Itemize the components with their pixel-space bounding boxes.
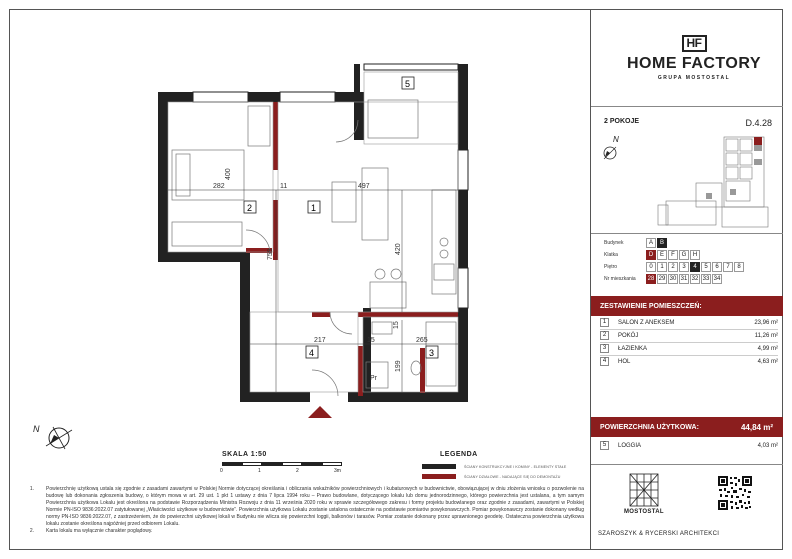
note-item: 1. Powierzchnię użytkową ustala się zgodnie z zasadami zawartymi w Polskiej Normie dotyczącej określania i obliczania wskaźników powierzchniowych i kubaturowych w budownictwie, obowiązującej w dniu złożenia wniosku o pozwolenie na budowę lub dokonania zgłoszenia budowy, o którym mowa w art. 29 ust. 1 pkt 1 ustawy z dnia 7 lipca 1994 roku – Prawo budowlane, dotyczącego lokalu lub domu jednorodzinnego, którego powierzchnia jest ustalana, a tym samym Powierzchnia użytkowa Lokalu jest określona na podstawie Rozporządzenia Ministra Rozwoju z dnia 11 września 2020 roku w sprawie szczegółowego zakresu i formy projektu budowlanego oraz zgodnie z zasadami, zawartymi w Polskiej Normie PN-ISO 9836:2022.07 zatytułowanej „Właściwości użytkowe w budownictwie”. Powierzchnia użytkowa Lokalu zostanie ustalona ostatecznie na podstawie pomiarów powykonawczych. Pomiar powykonawczy zostanie dokonany według normy PN-ISO 9836:2022.07, z zastrzeżeniem, że do powierzchni użytkowej lokali w Budynku nie wlicza się powierzchni loggii, balkonów i tarasów. Pomiar zostanie dokonany przez uprawnionego geodetę. Ostateczna powierzchnia użytkowa lokalu zostanie określona najpóźniej przed odbiorem Lokalu. (29, 486, 584, 527)
dim-265: 265 (416, 337, 428, 344)
room-area: 4,99 m² (757, 345, 778, 352)
usable-area-bar (591, 417, 783, 437)
brand-logo (620, 34, 768, 88)
room-number-5: 5 (405, 79, 411, 89)
cell-floor: 5 (701, 262, 711, 272)
cell-floor-active: 4 (690, 262, 700, 272)
row-label-floor: Piętro (604, 264, 618, 270)
dimension-lines (168, 190, 458, 392)
rooms-section-title: ZESTAWIENIE POMIESZCZEŃ: (600, 302, 702, 310)
cell-staircase: E (657, 250, 667, 260)
dim-11: 11 (280, 183, 288, 190)
cell-apartment: 32 (691, 276, 699, 282)
room-number-3: 3 (429, 348, 435, 358)
scale-tick: 0 (220, 468, 223, 474)
cell-floor: 8 (734, 262, 744, 272)
cell-staircase-active: D (646, 250, 656, 260)
unit-header (604, 118, 772, 128)
legend-item (422, 474, 560, 479)
legend-text: ŚCIANY DZIAŁOWE - NADAJĄCE SIĘ DO DEMONTAŻU (464, 474, 561, 479)
cell-apartment: 34 (713, 276, 721, 282)
room-row-loggia (600, 441, 778, 450)
row-label-staircase: Klatka (604, 252, 618, 258)
architect-credit: SZAROSZYK & RYCERSKI ARCHITEKCI (598, 531, 720, 537)
cell-staircase: H (690, 250, 700, 260)
row-label-apartment: Nr mieszkania (604, 276, 636, 282)
mostostal-text: MOSTOSTAL (624, 509, 664, 515)
dim-497: 497 (358, 183, 370, 190)
legend-title: LEGENDA (440, 451, 478, 458)
room-num: 3 (600, 344, 609, 353)
dim-15-a: 15 (367, 337, 375, 344)
cell-apartment: 29 (658, 276, 666, 282)
room-num: 2 (600, 331, 609, 340)
room-number-2: 2 (247, 203, 253, 213)
divider (591, 106, 783, 107)
cell-building-active: B (657, 238, 667, 248)
entrance-arrow (308, 406, 332, 418)
compass-label: N (33, 424, 40, 434)
room-row (600, 357, 778, 366)
cell-floor: 1 (657, 262, 667, 272)
rooms-section-header (591, 296, 783, 316)
dim-217: 217 (314, 337, 326, 344)
scale-tick: 3m (334, 468, 341, 474)
legend-text: ŚCIANY KONSTRUKCYJNE I KOMINY - ELEMENTY STAŁE (464, 464, 567, 469)
scale-title: SKALA 1:50 (222, 451, 267, 458)
cell-floor: 7 (723, 262, 733, 272)
room-name: SALON Z ANEKSEM (618, 319, 675, 326)
cell-apartment: 30 (669, 276, 677, 282)
scale-tick: 2 (296, 468, 299, 474)
legend-swatch-structural (422, 464, 456, 469)
dim-282: 282 (213, 183, 225, 190)
brand-name: HOME FACTORY (626, 55, 761, 72)
room-number-1: 1 (311, 203, 317, 213)
room-name: POKÓJ (618, 332, 639, 339)
legend-swatch-partition (422, 474, 456, 479)
row-label-building: Budynek (604, 240, 624, 246)
dim-420: 420 (395, 243, 402, 255)
divider (591, 233, 783, 234)
room-num: 5 (600, 441, 609, 450)
cell-building: A (646, 238, 656, 248)
brand-subtitle: GRUPA MOSTOSTAL (657, 75, 731, 81)
room-name: LOGGIA (618, 442, 642, 449)
dim-15-b: 15 (393, 321, 400, 329)
room-number-4: 4 (309, 348, 315, 358)
rooms-count: 2 POKOJE (604, 118, 640, 125)
room-area: 11,26 m² (754, 332, 778, 339)
room-name: ŁAZIENKA (618, 345, 648, 352)
divider (591, 464, 783, 465)
room-row (600, 344, 778, 353)
room-num: 4 (600, 357, 609, 366)
site-plan (656, 133, 776, 233)
cell-apartment: 33 (702, 276, 710, 282)
cell-floor: 3 (679, 262, 689, 272)
cell-apartment: 31 (680, 276, 688, 282)
scale-tick: 1 (258, 468, 261, 474)
logo-mark: HF (682, 35, 707, 52)
fridge-label: Pr (370, 375, 377, 382)
cell-floor: 2 (668, 262, 678, 272)
legend-item (422, 464, 566, 469)
room-name: HOL (618, 358, 631, 365)
floor-plan (18, 50, 478, 430)
room-num: 1 (600, 318, 609, 327)
cell-floor: 6 (712, 262, 722, 272)
panel-divider (590, 9, 591, 550)
room-row (600, 318, 778, 327)
usable-area-label: POWIERZCHNIA UŻYTKOWA: (600, 423, 699, 431)
room-area: 4,03 m² (757, 442, 778, 449)
dim-199: 199 (395, 360, 402, 372)
room-area: 4,63 m² (757, 358, 778, 365)
note-item: 2. Karta lokalu ma wyłącznie charakter poglądowy. (29, 528, 153, 534)
windows (193, 64, 468, 308)
cell-staircase: G (679, 250, 689, 260)
room-area: 23,96 m² (754, 319, 778, 326)
unit-code: D.4.28 (745, 118, 772, 128)
cell-apartment-active: 28 (647, 276, 655, 282)
cell-floor: 0 (646, 262, 656, 272)
cell-staircase: F (668, 250, 678, 260)
notes (22, 486, 584, 535)
qr-code[interactable] (717, 475, 753, 511)
room-row (600, 331, 778, 340)
scale-bar (222, 462, 342, 466)
compass-small-label: N (613, 135, 619, 144)
dim-400: 400 (225, 168, 232, 180)
compass-icon (44, 423, 74, 453)
usable-area-value: 44,84 m² (740, 422, 773, 432)
dim-759: 759 (267, 248, 274, 260)
note-text: Powierzchnię użytkową ustala się zgodnie z zasadami zawartymi w Polskiej Normie dotyczącej określania i obliczania wskaźników powierzchniowych i kubaturowych w budownictwie, obowiązującej w dniu złożenia wniosku o pozwolenie na budowę lub dokonania zgłoszenia budowy, o którym mowa w art. 29 ust. 1 pkt 1 ustawy z dnia 7 lipca 1994 roku – Prawo budowlane, dotyczącego lokalu lub domu jednorodzinnego, którego powierzchnia jest ustalana, a tym samym Powierzchnia użytkowa Lokalu jest określona na podstawie Rozporządzenia Ministra Rozwoju z dnia 11 września 2020 roku w sprawie szczegółowego zakresu i formy projektu budowlanego oraz zgodnie z zasadami, zawartymi w Polskiej Normie PN-ISO 9836:2022.07 zatytułowanej „Właściwości użytkowe w budownictwie”. Powierzchnia użytkowa Lokalu zostanie ustalona ostatecznie na podstawie pomiarów powykonawczych. Pomiar powykonawczy zostanie dokonany według normy PN-ISO 9836:2022.07, z zastrzeżeniem, że do powierzchni użytkowej lokali w Budynku nie wlicza się powierzchni loggii, balkonów i tarasów. Pomiar zostanie dokonany przez uprawnionego geodetę. Ostateczna powierzchnia użytkowa lokalu zostanie określona najpóźniej przed odbiorem Lokalu. (46, 486, 584, 527)
note-text: Karta lokalu ma wyłącznie charakter poglądowy. (46, 528, 153, 534)
